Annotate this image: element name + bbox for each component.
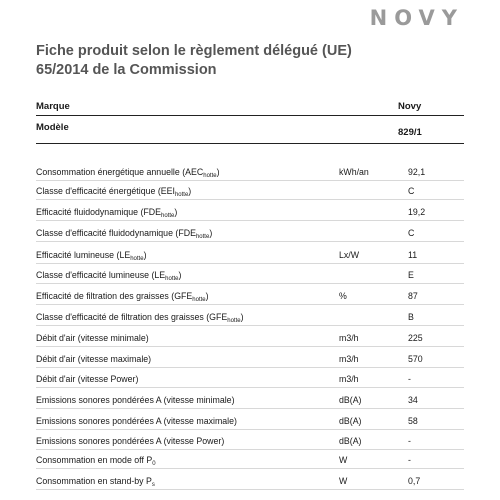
spec-value: 34 bbox=[408, 395, 418, 405]
spec-unit: m3/h bbox=[339, 374, 359, 384]
spec-row bbox=[36, 395, 464, 415]
page-title bbox=[36, 42, 456, 80]
spec-value: 225 bbox=[408, 333, 423, 343]
model-value: 829/1 bbox=[398, 127, 422, 138]
spec-row bbox=[36, 476, 464, 496]
spec-label-text: Classe d'efficacité énergétique (EEI bbox=[36, 186, 175, 196]
spec-label-subscript: hotte bbox=[195, 234, 210, 240]
spec-unit: dB(A) bbox=[339, 436, 362, 446]
spec-label bbox=[36, 455, 156, 467]
spec-label-subscript: hotte bbox=[161, 213, 175, 219]
spec-unit: W bbox=[339, 476, 348, 486]
spec-label-subscript: hotte bbox=[174, 192, 189, 198]
spec-row bbox=[36, 312, 464, 332]
header-divider bbox=[36, 115, 464, 116]
spec-value: C bbox=[408, 186, 415, 196]
spec-label-text: Débit d'air (vitesse Power) bbox=[36, 374, 139, 384]
spec-row bbox=[36, 455, 464, 475]
spec-row bbox=[36, 207, 464, 227]
spec-label-text: Efficacité de filtration des graisses (GFE bbox=[36, 291, 193, 301]
spec-label-text: Consommation en stand-by P bbox=[36, 476, 152, 486]
row-divider bbox=[36, 325, 464, 326]
brand-row bbox=[36, 101, 464, 121]
spec-row bbox=[36, 374, 464, 394]
spec-label bbox=[36, 270, 181, 282]
spec-unit: % bbox=[339, 291, 347, 301]
spec-label-text: Efficacité fluidodynamique (FDE bbox=[36, 207, 162, 217]
spec-label bbox=[36, 167, 220, 179]
spec-label bbox=[36, 186, 191, 198]
spec-unit: W bbox=[339, 455, 348, 465]
spec-value: 58 bbox=[408, 416, 418, 426]
row-divider bbox=[36, 199, 464, 200]
row-divider bbox=[36, 468, 464, 469]
spec-label bbox=[36, 250, 147, 262]
spec-label bbox=[36, 374, 138, 384]
spec-value: 0,7 bbox=[408, 476, 421, 486]
spec-label-subscript: 0 bbox=[152, 461, 156, 467]
spec-label bbox=[36, 228, 212, 240]
spec-label-tail: ) bbox=[174, 207, 178, 217]
spec-unit: m3/h bbox=[339, 333, 359, 343]
row-divider bbox=[36, 429, 464, 430]
model-label: Modèle bbox=[36, 122, 69, 133]
spec-row bbox=[36, 291, 464, 311]
row-divider bbox=[36, 220, 464, 221]
spec-label-subscript: hotte bbox=[165, 276, 179, 282]
spec-label bbox=[36, 312, 244, 324]
row-divider bbox=[36, 489, 464, 490]
spec-label-text: Efficacité lumineuse (LE bbox=[36, 250, 131, 260]
spec-label-tail: ) bbox=[188, 186, 192, 196]
title-line-1: Fiche produit selon le règlement délégué (UE) bbox=[36, 43, 352, 59]
row-divider bbox=[36, 408, 464, 409]
spec-label bbox=[36, 333, 149, 343]
spec-label-text: Débit d'air (vitesse maximale) bbox=[36, 354, 152, 364]
row-divider bbox=[36, 283, 464, 284]
spec-value: 11 bbox=[408, 250, 418, 260]
title-line-2: 65/2014 de la Commission bbox=[36, 62, 217, 78]
spec-label-tail: ) bbox=[216, 167, 220, 177]
spec-label bbox=[36, 291, 209, 303]
spec-value: - bbox=[408, 374, 411, 384]
spec-label bbox=[36, 476, 155, 488]
row-divider bbox=[36, 367, 464, 368]
spec-label-text: Emissions sonores pondérées A (vitesse Power) bbox=[36, 436, 225, 446]
spec-row bbox=[36, 250, 464, 270]
spec-row bbox=[36, 270, 464, 290]
spec-label-subscript: hotte bbox=[203, 173, 217, 179]
spec-label-subscript: hotte bbox=[130, 256, 144, 262]
spec-value: C bbox=[408, 228, 415, 238]
spec-label-text: Emissions sonores pondérées A (vitesse minimale) bbox=[36, 395, 235, 405]
row-divider bbox=[36, 180, 464, 181]
spec-label-subscript: hotte bbox=[192, 297, 206, 303]
spec-value: B bbox=[408, 312, 414, 322]
spec-row bbox=[36, 354, 464, 374]
row-divider bbox=[36, 304, 464, 305]
spec-label-subscript: s bbox=[151, 482, 155, 488]
spec-value: 570 bbox=[408, 354, 423, 364]
spec-label-text: Classe d'efficacité lumineuse (LE bbox=[36, 270, 166, 280]
spec-value: 92,1 bbox=[408, 167, 426, 177]
row-divider bbox=[36, 346, 464, 347]
spec-label-text: Débit d'air (vitesse minimale) bbox=[36, 333, 149, 343]
spec-row bbox=[36, 333, 464, 353]
spec-unit: Lx/W bbox=[339, 250, 360, 260]
model-row bbox=[36, 122, 464, 142]
spec-label-text: Consommation énergétique annuelle (AEC bbox=[36, 167, 204, 177]
spec-unit: dB(A) bbox=[339, 395, 362, 405]
row-divider bbox=[36, 449, 464, 450]
spec-label bbox=[36, 416, 237, 426]
row-divider bbox=[36, 263, 464, 264]
spec-unit: kWh/an bbox=[339, 167, 369, 177]
spec-unit: m3/h bbox=[339, 354, 359, 364]
spec-label bbox=[36, 395, 235, 405]
brand-label: Marque bbox=[36, 101, 70, 112]
spec-row bbox=[36, 228, 464, 248]
spec-value: 19,2 bbox=[408, 207, 426, 217]
spec-label-text: Emissions sonores pondérées A (vitesse maximale) bbox=[36, 416, 237, 426]
spec-label bbox=[36, 354, 151, 364]
spec-label-text: Classe d'efficacité de filtration des graisses (GFE bbox=[36, 312, 228, 322]
row-divider bbox=[36, 387, 464, 388]
spec-label-text: Classe d'efficacité fluidodynamique (FDE bbox=[36, 228, 196, 238]
spec-row bbox=[36, 416, 464, 436]
spec-value: E bbox=[408, 270, 414, 280]
spec-label-tail: ) bbox=[178, 270, 182, 280]
spec-value: - bbox=[408, 455, 411, 465]
spec-unit: dB(A) bbox=[339, 416, 362, 426]
row-divider bbox=[36, 241, 464, 242]
spec-row bbox=[36, 167, 464, 187]
spec-row bbox=[36, 186, 464, 206]
spec-value: - bbox=[408, 436, 411, 446]
spec-label-subscript: hotte bbox=[227, 318, 241, 324]
spec-label-text: Consommation en mode off P bbox=[36, 455, 153, 465]
brand-value: Novy bbox=[398, 101, 422, 112]
spec-label-tail: ) bbox=[240, 312, 244, 322]
spec-label-tail: ) bbox=[143, 250, 147, 260]
spec-label bbox=[36, 436, 224, 446]
spec-label bbox=[36, 207, 177, 219]
brand-logo: NOVY bbox=[369, 6, 464, 30]
spec-value: 87 bbox=[408, 291, 418, 301]
spec-label-tail: ) bbox=[209, 228, 213, 238]
header-divider bbox=[36, 143, 464, 144]
spec-label-tail: ) bbox=[205, 291, 209, 301]
spec-row bbox=[36, 436, 464, 456]
